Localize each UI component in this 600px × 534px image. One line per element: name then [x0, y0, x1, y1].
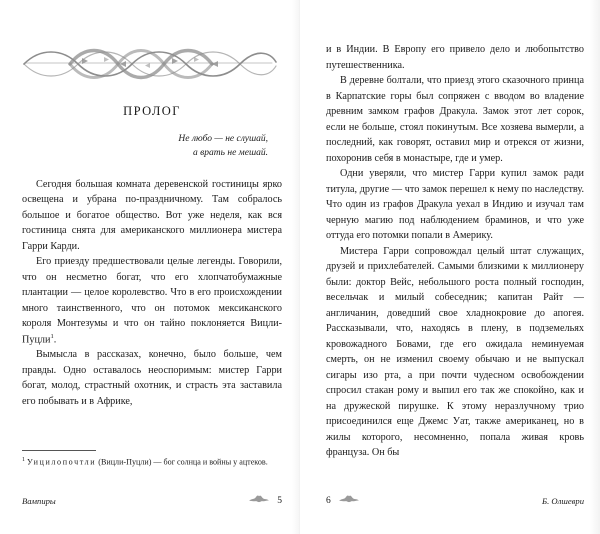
paragraph-text: Его приезду предшествовали целые легенды. Говорили, что он несметно богат, что его хлопчатобумажные плантации — целое королевство. Что в его происхождении много таинственного, что он потомок мексиканского короля Монтезумы и что он тайно поклоняется Вицли-Пуцли	[22, 256, 282, 345]
paragraph: Сегодня большая комната деревенской гостиницы ярко освещена и убрана по-праздничному. Там собралось большое и богатое общество. Вот уже неделя, как вся гостиница снята для американского миллионера мистера Гарри Карди.	[22, 178, 282, 252]
paragraph: и в Индии. В Европу его привело дело и любопытство путешественника.	[326, 44, 584, 71]
footer-page-group	[326, 494, 360, 508]
paragraph: Его приезду предшествовали целые легенды. Говорили, что он несметно богат, что его хлопчатобумажные плантации — целое королевство. Что в его происхождении много таинственного, что он потомок мексиканского короля Монтезумы и что он тайно поклоняется Вицли-Пуцли$^1$.	[22, 256, 282, 345]
footer-page-group	[248, 494, 282, 508]
chapter-title: ПРОЛОГ	[123, 104, 181, 118]
running-title: Вампиры	[22, 496, 56, 506]
page-number: 6	[326, 496, 331, 506]
paragraph: В деревне болтали, что приезд этого сказочного принца в Карпатские горы был сопряжен с вводом во владение древним замком графов Дракула. Замок этот лет сорок, если не больше, стоял покинутым. Все хозяева вымерли, а последний, как говорят, оставил мир и отрекся от жизни, похоронив себя в монастыре, где и умер.	[326, 75, 584, 164]
bat-icon	[248, 494, 270, 508]
bat-icon	[338, 494, 360, 508]
left-page-footer	[22, 494, 282, 508]
wave-vine-ornament	[22, 42, 282, 82]
footnote	[22, 456, 282, 468]
epigraph-line-2: а врать не мешай.	[193, 147, 268, 158]
paragraph: Мистера Гарри сопровождал целый штат служащих, друзей и прихлебателей. Самыми близкими к миллионеру были: доктор Вейс, небольшого роста полный господин, весельчак и милый собеседник; капитан Райт — англичанин, доведший свое хладнокровие до апогея. Рассказывали, что, находясь в плену, в подземельях кровожадного Бовами, где его ожидала неминуемая смерть, он не изменил своему обычаю и не выпускал сигары изо рта, а при почти чудесном освобождении спросил стакан рому и выпил его так же спокойно, как и на дружеской пирушке. К этому неразлучному трио присоединился еще Джемс Уат, также американец, но в жилы которого, несомненно, попала живая кровь француза. Он бы	[326, 245, 584, 458]
paragraph: Вымысла в рассказах, конечно, было больше, чем правды. Одно оставалось неоспоримым: мистер Гарри богат, молод, страстный охотник, и страсть эта заставила его побывать и в Африке,	[22, 349, 282, 407]
right-page-body	[326, 0, 584, 461]
running-author: Б. Олшеври	[542, 496, 584, 506]
footnote-divider	[22, 450, 96, 451]
right-page	[300, 0, 600, 534]
footnote-reference[interactable]: 1	[50, 332, 54, 340]
epigraph	[22, 133, 268, 161]
page-number: 5	[277, 496, 282, 506]
paragraph: Одни уверяли, что мистер Гарри купил замок ради титула, другие — что замок перешел к нему по наследству. Что один из графов Дракула уехал в Индию и изучал там черную магию под наблюдением браминов, и что уже оттуда его потомки попали в Америку.	[326, 168, 584, 241]
page-edge-shadow	[590, 0, 600, 534]
right-page-footer	[326, 494, 584, 508]
left-page-body	[22, 177, 282, 410]
footnote-term: Уицилопочтли	[27, 457, 97, 467]
footnote-marker: 1	[22, 456, 25, 463]
footnote-area	[22, 450, 282, 468]
epigraph-line-1: Не любо — не слушай,	[178, 134, 268, 144]
footnote-rest: (Вицли-Пуцли) — бог солнца и войны у ацтеков.	[96, 457, 268, 467]
